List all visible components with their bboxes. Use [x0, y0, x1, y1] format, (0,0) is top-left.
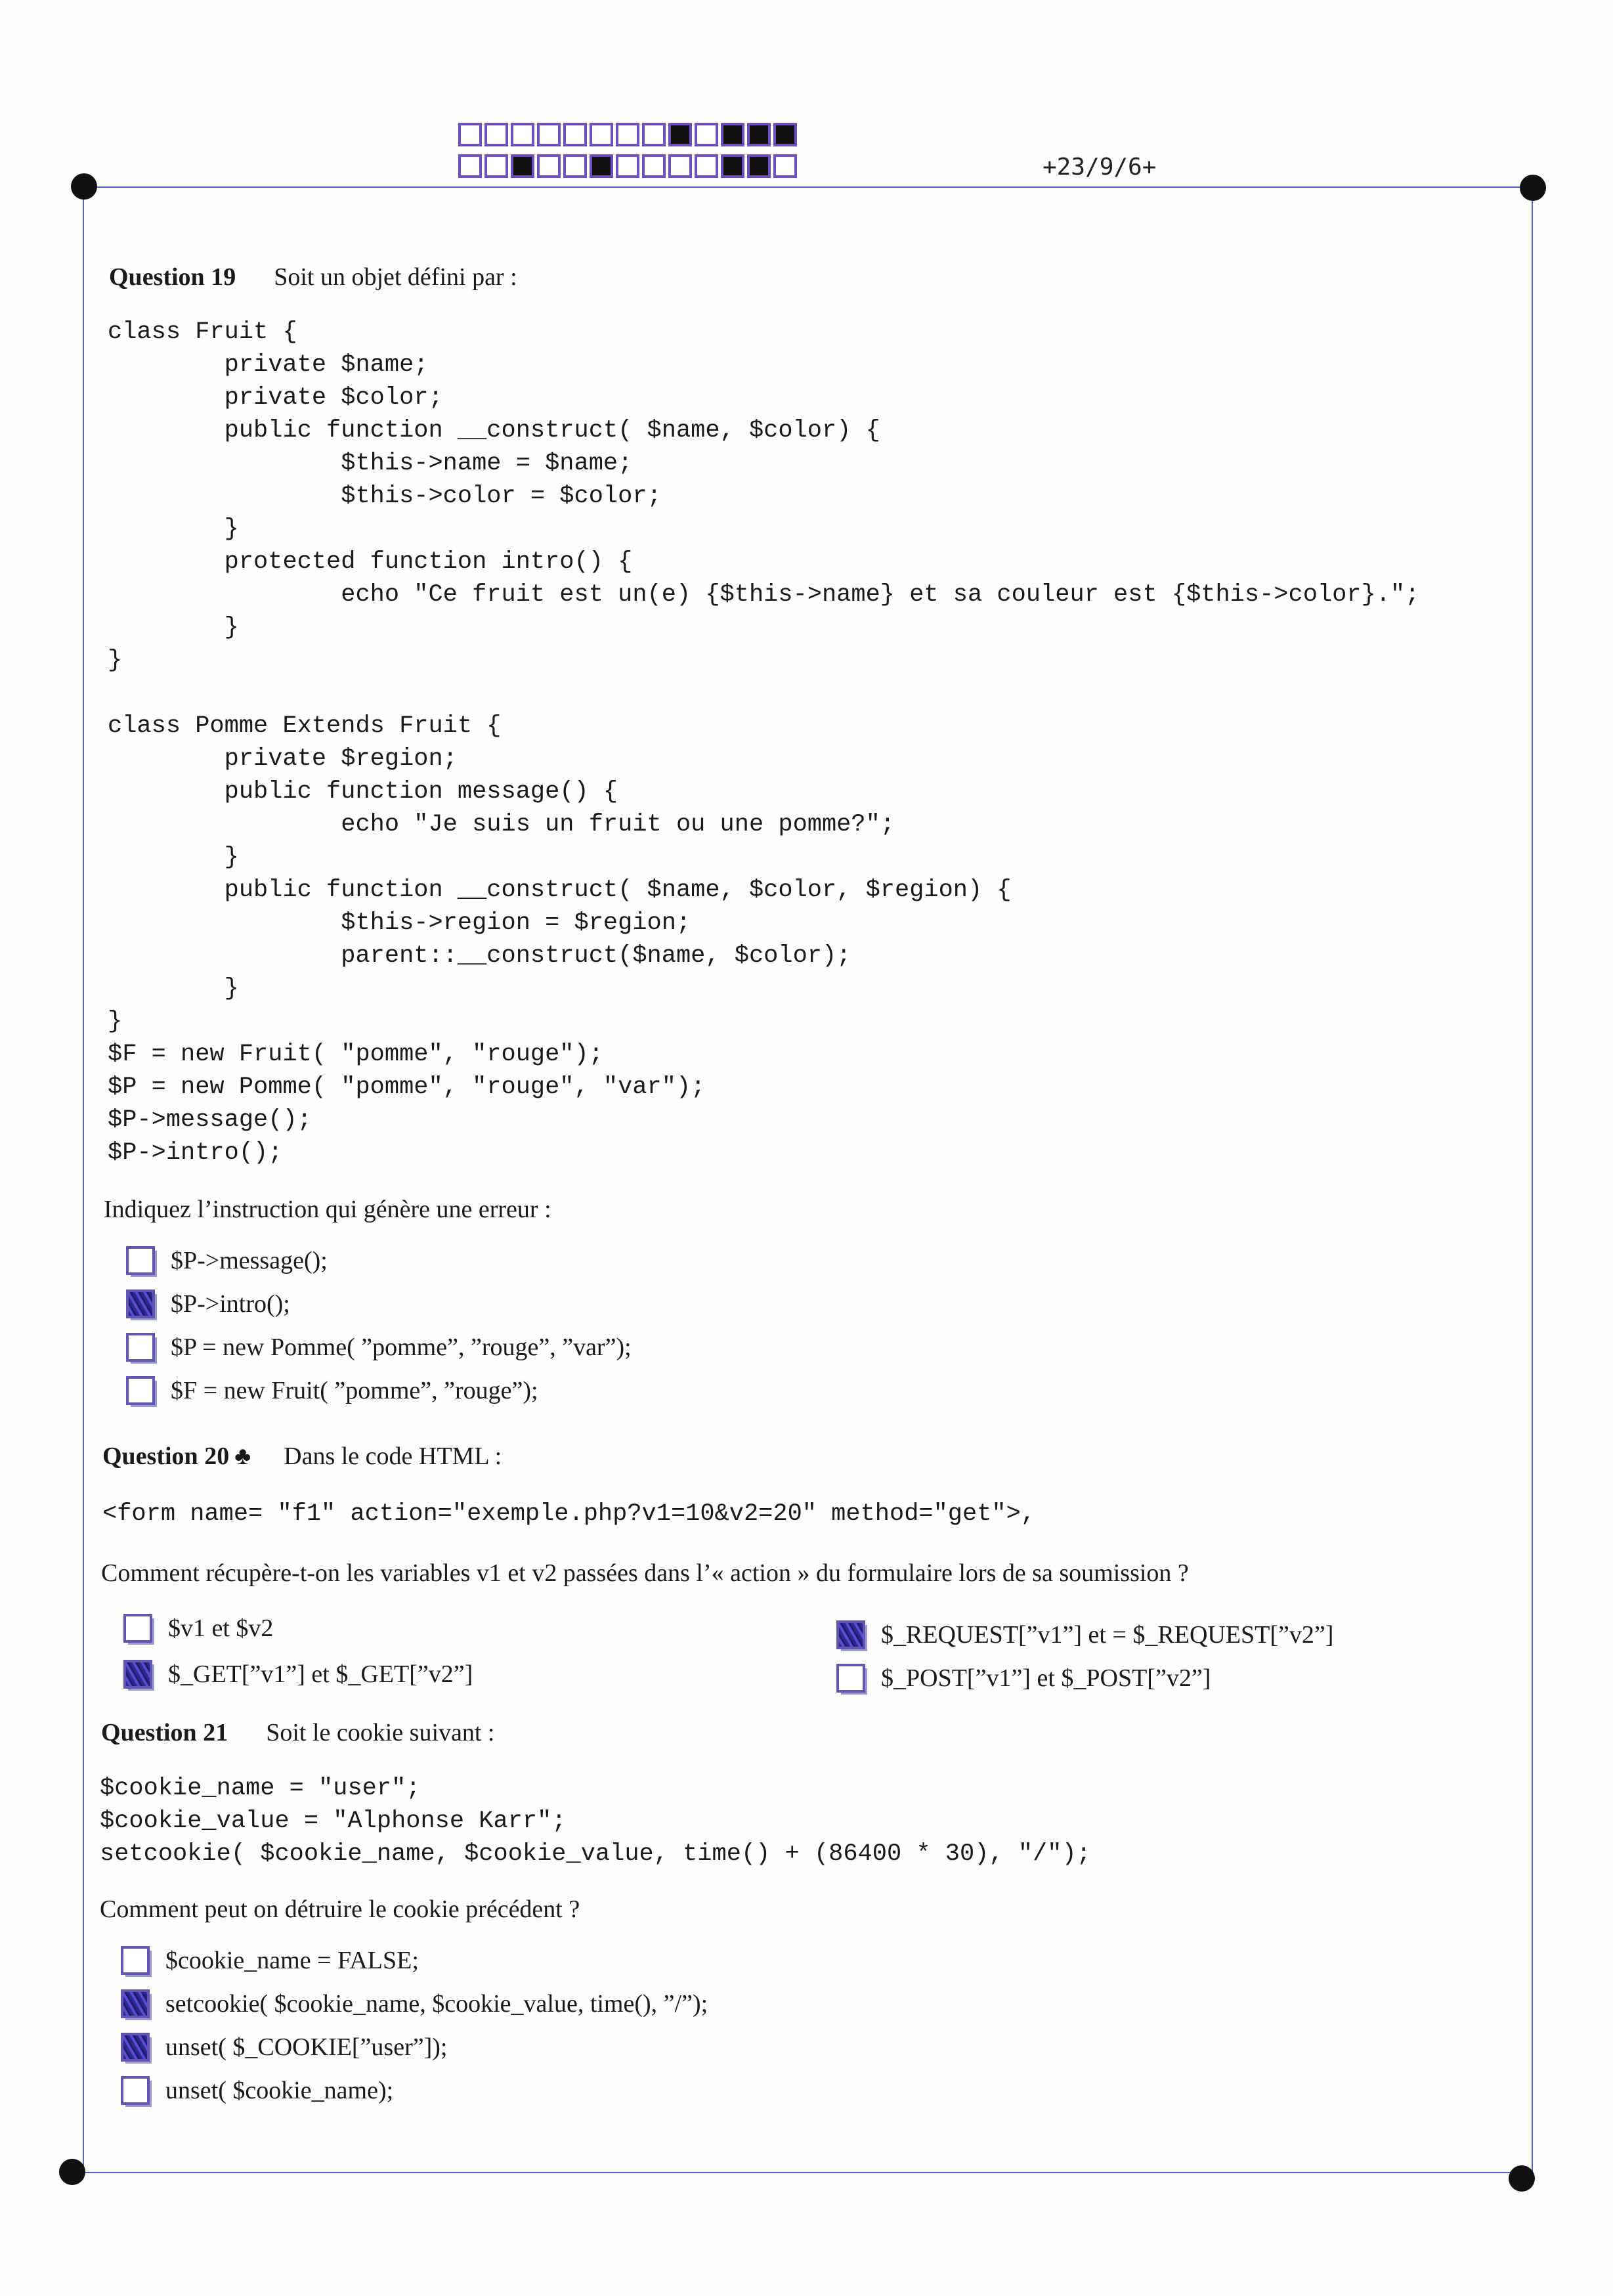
question-21-prompt: Comment peut on détruire le cookie précédent ? [100, 1895, 580, 1923]
question-19-text: Soit un objet défini par : [274, 263, 517, 291]
code-cell [642, 123, 666, 146]
frame-bottom-line [72, 2172, 1523, 2173]
q20-choice-4[interactable] [836, 1664, 1211, 1693]
q21-choice-3-checkbox[interactable] [121, 2033, 150, 2062]
code-cell [590, 123, 613, 146]
q19-choice-3-checkbox[interactable] [126, 1333, 155, 1362]
frame-top-line [85, 186, 1533, 188]
q20-choice-1-checkbox[interactable] [123, 1614, 152, 1643]
code-cell [458, 154, 482, 178]
question-19-code: class Fruit { private $name; private $color; public function __construct( $name, $color) { $this->name = $name; $this->color = $color; } protected function intro() { echo "Ce fruit est un(e) {$this->name} et sa couleur est {$this->color}."; } } class Pomme Extends Fruit { private $region; public function message() { echo "Je suis un fruit ou une pomme?"; } public function __construct( $name, $color, $region) { $this->region = $region; parent::__construct($name, $color); } } $F = new Fruit( "pomme", "rouge"); $P = new Pomme( "pomme", "rouge", "var"); $P->message(); $P->intro(); [108, 318, 1420, 1167]
code-cell [563, 123, 587, 146]
code-cell [747, 123, 771, 146]
q20-choice-2-checkbox[interactable] [123, 1660, 152, 1689]
q20-choice-1-label: $v1 et $v2 [168, 1614, 274, 1642]
code-cell [668, 123, 692, 146]
q20-choice-4-checkbox[interactable] [836, 1664, 865, 1693]
binary-code-row-1 [458, 123, 800, 146]
q19-choice-1-label: $P->message(); [171, 1247, 328, 1274]
q21-choice-2[interactable] [121, 1989, 708, 2018]
question-21-text: Soit le cookie suivant : [266, 1719, 495, 1746]
q19-choice-4-label: $F = new Fruit( ”pomme”, ”rouge”); [171, 1377, 538, 1404]
code-cell [484, 154, 508, 178]
question-21-label: Question 21 [101, 1719, 228, 1746]
q19-choice-3[interactable] [126, 1333, 632, 1362]
code-cell [616, 154, 639, 178]
code-cell [511, 123, 534, 146]
code-cell [590, 154, 613, 178]
q19-choice-3-label: $P = new Pomme( ”pomme”, ”rouge”, ”var”); [171, 1333, 632, 1361]
code-cell [563, 154, 587, 178]
q21-choice-2-label: setcookie( $cookie_name, $cookie_value, time(), ”/”); [165, 1990, 708, 2018]
corner-mark-bottom-left [59, 2159, 85, 2185]
q20-choice-3[interactable] [836, 1620, 1333, 1649]
code-cell [484, 123, 508, 146]
q19-choice-2[interactable] [126, 1289, 290, 1318]
q20-choice-1[interactable] [123, 1614, 273, 1643]
club-icon: ♣ [234, 1442, 251, 1470]
q21-choice-3[interactable] [121, 2033, 447, 2062]
question-19-label: Question 19 [109, 263, 236, 291]
question-20-label: Question 20 [102, 1442, 230, 1470]
q19-choice-1-checkbox[interactable] [126, 1246, 155, 1275]
corner-mark-bottom-right [1509, 2165, 1535, 2192]
code-cell [747, 154, 771, 178]
q20-choice-3-checkbox[interactable] [836, 1620, 865, 1649]
corner-mark-top-left [71, 173, 97, 200]
code-cell [773, 154, 797, 178]
code-cell [511, 154, 534, 178]
q21-choice-1-checkbox[interactable] [121, 1946, 150, 1975]
q19-choice-4-checkbox[interactable] [126, 1376, 155, 1405]
question-20-heading [102, 1442, 502, 1471]
q20-choice-4-label: $_POST[”v1”] et $_POST[”v2”] [881, 1664, 1211, 1692]
q19-choice-1[interactable] [126, 1246, 328, 1275]
code-cell [537, 123, 561, 146]
code-cell [773, 123, 797, 146]
q21-choice-3-label: unset( $_COOKIE[”user”]); [165, 2033, 448, 2061]
code-cell [616, 123, 639, 146]
q19-choice-2-label: $P->intro(); [171, 1290, 290, 1318]
page-id: +23/9/6+ [1043, 154, 1157, 181]
question-20-code: <form name= "f1" action="exemple.php?v1=10&v2=20" method="get">, [102, 1500, 1036, 1528]
code-cell [642, 154, 666, 178]
code-cell [695, 154, 718, 178]
question-19-prompt: Indiquez l’instruction qui génère une erreur : [104, 1196, 551, 1223]
question-21-code: $cookie_name = "user"; $cookie_value = "Alphonse Karr"; setcookie( $cookie_name, $cookie_value, time() + (86400 * 30), "/"); [100, 1775, 1091, 1868]
q20-choice-2-label: $_GET[”v1”] et $_GET[”v2”] [168, 1660, 473, 1688]
q21-choice-4-checkbox[interactable] [121, 2076, 150, 2105]
code-cell [458, 123, 482, 146]
binary-code-row-2 [458, 154, 800, 178]
code-cell [537, 154, 561, 178]
code-cell [721, 123, 744, 146]
q19-choice-2-checkbox[interactable] [126, 1289, 155, 1318]
code-cell [668, 154, 692, 178]
question-20-prompt: Comment récupère-t-on les variables v1 et v2 passées dans l’« action » du formulaire lors de sa soumission ? [101, 1559, 1189, 1587]
q21-choice-4[interactable] [121, 2076, 393, 2105]
code-cell [721, 154, 744, 178]
q21-choice-1-label: $cookie_name = FALSE; [165, 1947, 419, 1974]
question-20-text: Dans le code HTML : [284, 1442, 502, 1470]
q19-choice-4[interactable] [126, 1376, 538, 1405]
q20-choice-2[interactable] [123, 1660, 473, 1689]
corner-mark-top-right [1520, 175, 1546, 201]
question-19-heading [109, 263, 517, 292]
q20-choice-3-label: $_REQUEST[”v1”] et = $_REQUEST[”v2”] [881, 1621, 1334, 1649]
q21-choice-4-label: unset( $cookie_name); [165, 2077, 394, 2104]
code-cell [695, 123, 718, 146]
q21-choice-2-checkbox[interactable] [121, 1989, 150, 2018]
frame-left-line [83, 188, 84, 2172]
q21-choice-1[interactable] [121, 1946, 419, 1975]
frame-right-line [1532, 188, 1533, 2172]
question-21-heading [101, 1718, 495, 1747]
